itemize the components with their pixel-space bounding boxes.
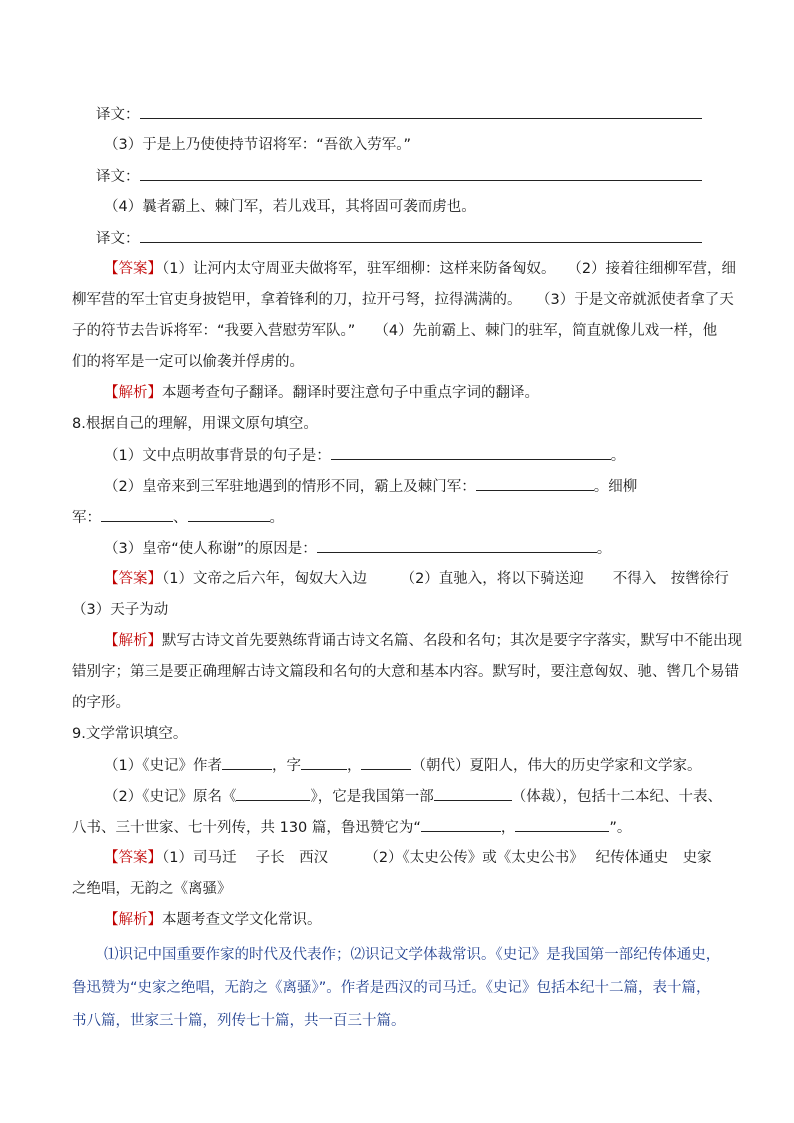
- q9-item-2: （2）《史记》原名《 》，它是我国第一部 （体裁），包括十二本纪、十表、: [104, 786, 722, 807]
- q9-item-1: （1）《史记》作者 ，字 ， （朝代）夏阳人，伟大的历史学家和文学家。: [104, 755, 701, 776]
- analysis-8-line-2: 错别字；第三是要正确理解古诗文篇段和名句的大意和基本内容。默写时，要注意匈奴、驰、辔几个易错: [72, 664, 739, 680]
- analysis-tag: 解析: [118, 385, 148, 401]
- q8-item-3: （3）皇帝“使人称谢”的原因是： 。: [104, 538, 611, 559]
- answer-9-line-2: 之绝唱，无韵之《离骚》: [72, 881, 232, 897]
- question-9-title: 9.文学常识填空。: [72, 726, 188, 742]
- answer-7-line-4: 们的将军是一定可以偷袭并俘虏的。: [72, 354, 304, 370]
- translation-label: 译文：: [96, 107, 140, 123]
- answer-9-line-1: 【答案】（1）司马迁 子长 西汉 （2）《太史公传》或《太史公书》 纪传体通史 史家: [104, 850, 712, 866]
- answer-8-line-2: （3）天子为动: [72, 602, 169, 618]
- answer-7-line-2: 柳军营的军士官吏身披铠甲，拿着锋利的刀，拉开弓弩，拉得满满的。 （3）于是文帝就派使者拿了天: [72, 292, 734, 308]
- answer-blank: [236, 786, 310, 801]
- answer-blank: [421, 817, 501, 832]
- answer-7-line-1: 【答案】（1）让河内太守周亚夫做将军，驻军细柳：这样来防备匈奴。 （2）接着往细柳军营，细: [104, 261, 737, 277]
- analysis-9-line-2: 鲁迅赞为“史家之绝唱，无韵之《离骚》”。作者是西汉的司马迁。《史记》包括本纪十二篇，表十篇，: [72, 980, 711, 996]
- q8-item-2: （2）皇帝来到三军驻地遇到的情形不同，霸上及棘门军： 。细柳: [104, 476, 637, 497]
- answer-blank: [140, 104, 702, 119]
- analysis-9-line-1: ⑴识记中国重要作家的时代及代表作；⑵识记文学体裁常识。《史记》是我国第一部纪传体通史，: [104, 947, 721, 963]
- q7-item-4: （4）曩者霸上、棘门军，若儿戏耳，其将固可袭而虏也。: [104, 199, 476, 215]
- translation-line-4: [96, 228, 702, 249]
- answer-tag: 答案: [118, 850, 148, 866]
- q9-item-2-cont: 八书、三十世家、七十列传，共 130 篇，鲁迅赞它为“ ， ”。: [72, 817, 631, 838]
- analysis-8-line-3: 的字形。: [72, 695, 130, 711]
- analysis-9-title: 【解析】本题考查文学文化常识。: [104, 912, 322, 928]
- answer-blank: [317, 538, 597, 553]
- translation-line-2: [96, 104, 702, 125]
- question-8-title: 8.根据自己的理解，用课文原句填空。: [72, 416, 318, 432]
- analysis-7: 【解析】本题考查句子翻译。翻译时要注意句子中重点字词的翻译。: [104, 385, 539, 401]
- answer-tag: 答案: [118, 261, 148, 277]
- answer-blank: [140, 166, 702, 181]
- q7-item-3: （3）于是上乃使使持节诏将军：“吾欲入劳军。”: [104, 137, 411, 153]
- q8-item-1: （1）文中点明故事背景的句子是： 。: [104, 445, 625, 466]
- answer-8-line-1: 【答案】（1）文帝之后六年，匈奴大入边 （2）直驰入，将以下骑送迎 不得入 按辔徐行: [104, 571, 729, 587]
- answer-blank: [301, 755, 347, 770]
- q8-item-2-cont: 军： 、 。: [72, 507, 284, 528]
- answer-blank: [361, 755, 411, 770]
- answer-blank: [140, 228, 702, 243]
- translation-label: 译文：: [96, 169, 140, 185]
- answer-blank: [331, 445, 611, 460]
- analysis-9-line-3: 书八篇，世家三十篇，列传七十篇，共一百三十篇。: [72, 1013, 406, 1029]
- answer-7-line-3: 子的符节去告诉将军：“我要入营慰劳军队。” （4）先前霸上、棘门的驻军，简直就像儿戏一样，他: [72, 323, 718, 339]
- analysis-tag: 解析: [118, 633, 148, 649]
- answer-blank: [515, 817, 609, 832]
- answer-blank: [101, 507, 173, 522]
- analysis-tag: 解析: [118, 912, 148, 928]
- answer-tag: 答案: [118, 571, 148, 587]
- answer-blank: [222, 755, 272, 770]
- answer-blank: [476, 476, 594, 491]
- translation-line-3: [96, 166, 702, 187]
- translation-label: 译文：: [96, 231, 140, 247]
- answer-blank: [188, 507, 270, 522]
- answer-blank: [434, 786, 512, 801]
- analysis-8-line-1: 【解析】默写古诗文首先要熟练背诵古诗文名篇、名段和名句；其次是要字字落实，默写中不能出现: [104, 633, 742, 649]
